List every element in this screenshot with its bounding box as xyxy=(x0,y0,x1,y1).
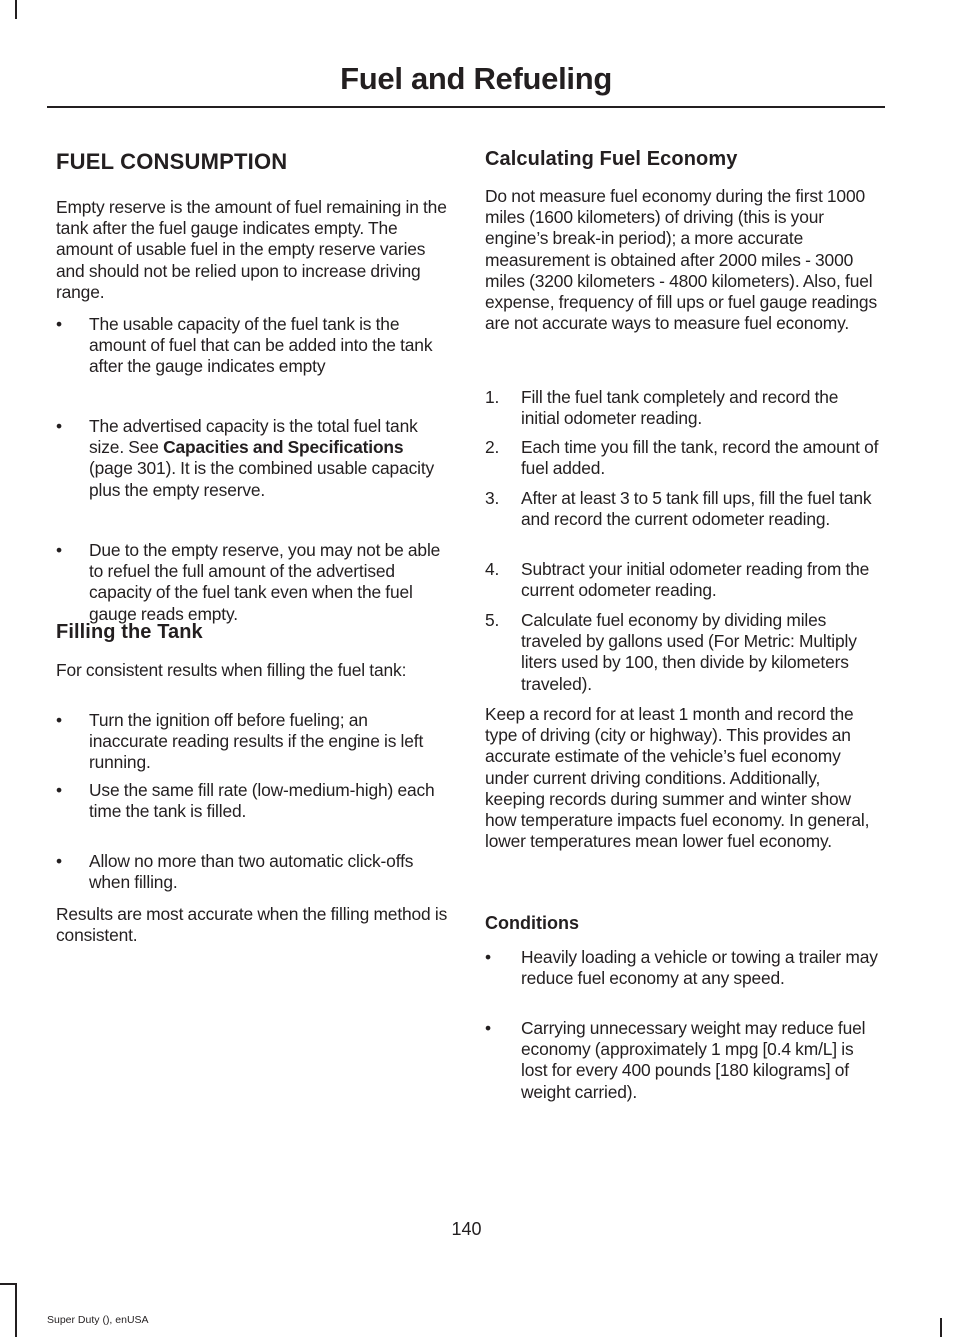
list-item xyxy=(485,947,881,989)
list-item xyxy=(485,559,881,601)
bullet-marker: • xyxy=(56,314,62,334)
step-number: 2. xyxy=(485,437,500,457)
fuel-consumption-heading: FUEL CONSUMPTION xyxy=(56,149,288,174)
keep-record-paragraph: Keep a record for at least 1 month and record the type of driving (city or highway). This provides an accurate estimate of the vehicle’s fuel economy under current driving conditions. Additionally, keeping records during summer and winter show how temperature impacts fuel economy. In general, lower temperatures mean lower fuel economy. xyxy=(485,704,870,852)
calculating-fuel-economy-heading: Calculating Fuel Economy xyxy=(485,148,738,170)
list-item xyxy=(485,1018,881,1103)
bullet-marker: • xyxy=(56,780,62,800)
bullet-marker: • xyxy=(56,416,62,436)
list-item xyxy=(56,780,449,822)
step-text: Calculate fuel economy by dividing miles traveled by gallons used (For Metric: Multiply liters used by 100, then divide by kilometers traveled). xyxy=(521,610,857,694)
list-item xyxy=(56,851,449,893)
filling-intro-paragraph: For consistent results when filling the fuel tank: xyxy=(56,660,407,680)
footer-document-label: Super Duty (), enUSA xyxy=(47,1314,149,1326)
header-divider xyxy=(47,106,885,108)
step-text: Fill the fuel tank completely and record the initial odometer reading. xyxy=(521,387,839,429)
bullet-text: Due to the empty reserve, you may not be able to refuel the full amount of the advertised capacity of the fuel tank even when the fuel gauge reads empty. xyxy=(89,540,441,624)
bullet-marker: • xyxy=(56,851,62,871)
bullet-text: Heavily loading a vehicle or towing a trailer may reduce fuel economy at any speed. xyxy=(521,947,878,989)
step-text: Subtract your initial odometer reading from the current odometer reading. xyxy=(521,559,870,601)
list-item xyxy=(485,488,881,530)
bullet-text-after: (page 301). It is the combined usable capacity plus the empty reserve. xyxy=(89,458,435,500)
list-item xyxy=(56,710,449,774)
list-item xyxy=(485,610,881,695)
list-item xyxy=(56,540,449,625)
bullet-marker: • xyxy=(56,540,62,560)
step-number: 5. xyxy=(485,610,500,630)
page-section-title: Fuel and Refueling xyxy=(340,61,612,96)
bullet-text: Carrying unnecessary weight may reduce fuel economy (approximately 1 mpg [0.4 km/L] is lost for every 400 pounds [180 kilograms] of weight carried). xyxy=(521,1018,866,1102)
step-number: 3. xyxy=(485,488,500,508)
step-number: 1. xyxy=(485,387,500,407)
filling-closing-paragraph: Results are most accurate when the filling method is consistent. xyxy=(56,904,448,946)
crop-mark-bottom-left-bar xyxy=(0,1283,17,1285)
empty-reserve-paragraph: Empty reserve is the amount of fuel remaining in the tank after the fuel gauge indicates empty. The amount of usable fuel in the empty reserve varies and should not be relied upon to increase driving range. xyxy=(56,197,447,302)
filling-the-tank-heading: Filling the Tank xyxy=(56,621,203,643)
bullet-marker: • xyxy=(485,1018,491,1038)
page-number: 140 xyxy=(451,1219,482,1239)
step-text: Each time you fill the tank, record the amount of fuel added. xyxy=(521,437,879,479)
bullet-text-before: The advertised capacity is the total fuel tank size. See xyxy=(89,416,418,458)
list-item xyxy=(56,416,449,501)
bullet-text xyxy=(89,416,449,501)
list-item xyxy=(485,387,881,429)
bullet-marker: • xyxy=(485,947,491,967)
capacities-specifications-link[interactable]: Capacities and Specifications xyxy=(163,437,404,458)
conditions-heading: Conditions xyxy=(485,913,579,933)
list-item xyxy=(485,437,881,479)
crop-mark-top-left xyxy=(15,0,17,19)
crop-mark-bottom-left xyxy=(15,1283,17,1337)
step-number: 4. xyxy=(485,559,500,579)
calculating-intro-paragraph: Do not measure fuel economy during the first 1000 miles (1600 kilometers) of driving (this is your engine’s break-in period); a more accurate measurement is obtained after 2000 miles - 3000 miles (3200 kilometers - 4800 kilometers). Also, fuel expense, frequency of fill ups or fuel gauge readings are not accurate ways to measure fuel economy. xyxy=(485,186,877,334)
bullet-text: The usable capacity of the fuel tank is the amount of fuel that can be added into the tank after the gauge indicates empty xyxy=(89,314,433,377)
bullet-text: Turn the ignition off before fueling; an inaccurate reading results if the engine is left running. xyxy=(89,710,424,773)
list-item xyxy=(56,314,449,378)
bullet-marker: • xyxy=(56,710,62,730)
crop-mark-bottom-right xyxy=(940,1318,942,1337)
step-text: After at least 3 to 5 tank fill ups, fill the fuel tank and record the current odometer reading. xyxy=(521,488,872,530)
bullet-text: Allow no more than two automatic click-offs when filling. xyxy=(89,851,414,893)
bullet-text: Use the same fill rate (low-medium-high) each time the tank is filled. xyxy=(89,780,435,822)
